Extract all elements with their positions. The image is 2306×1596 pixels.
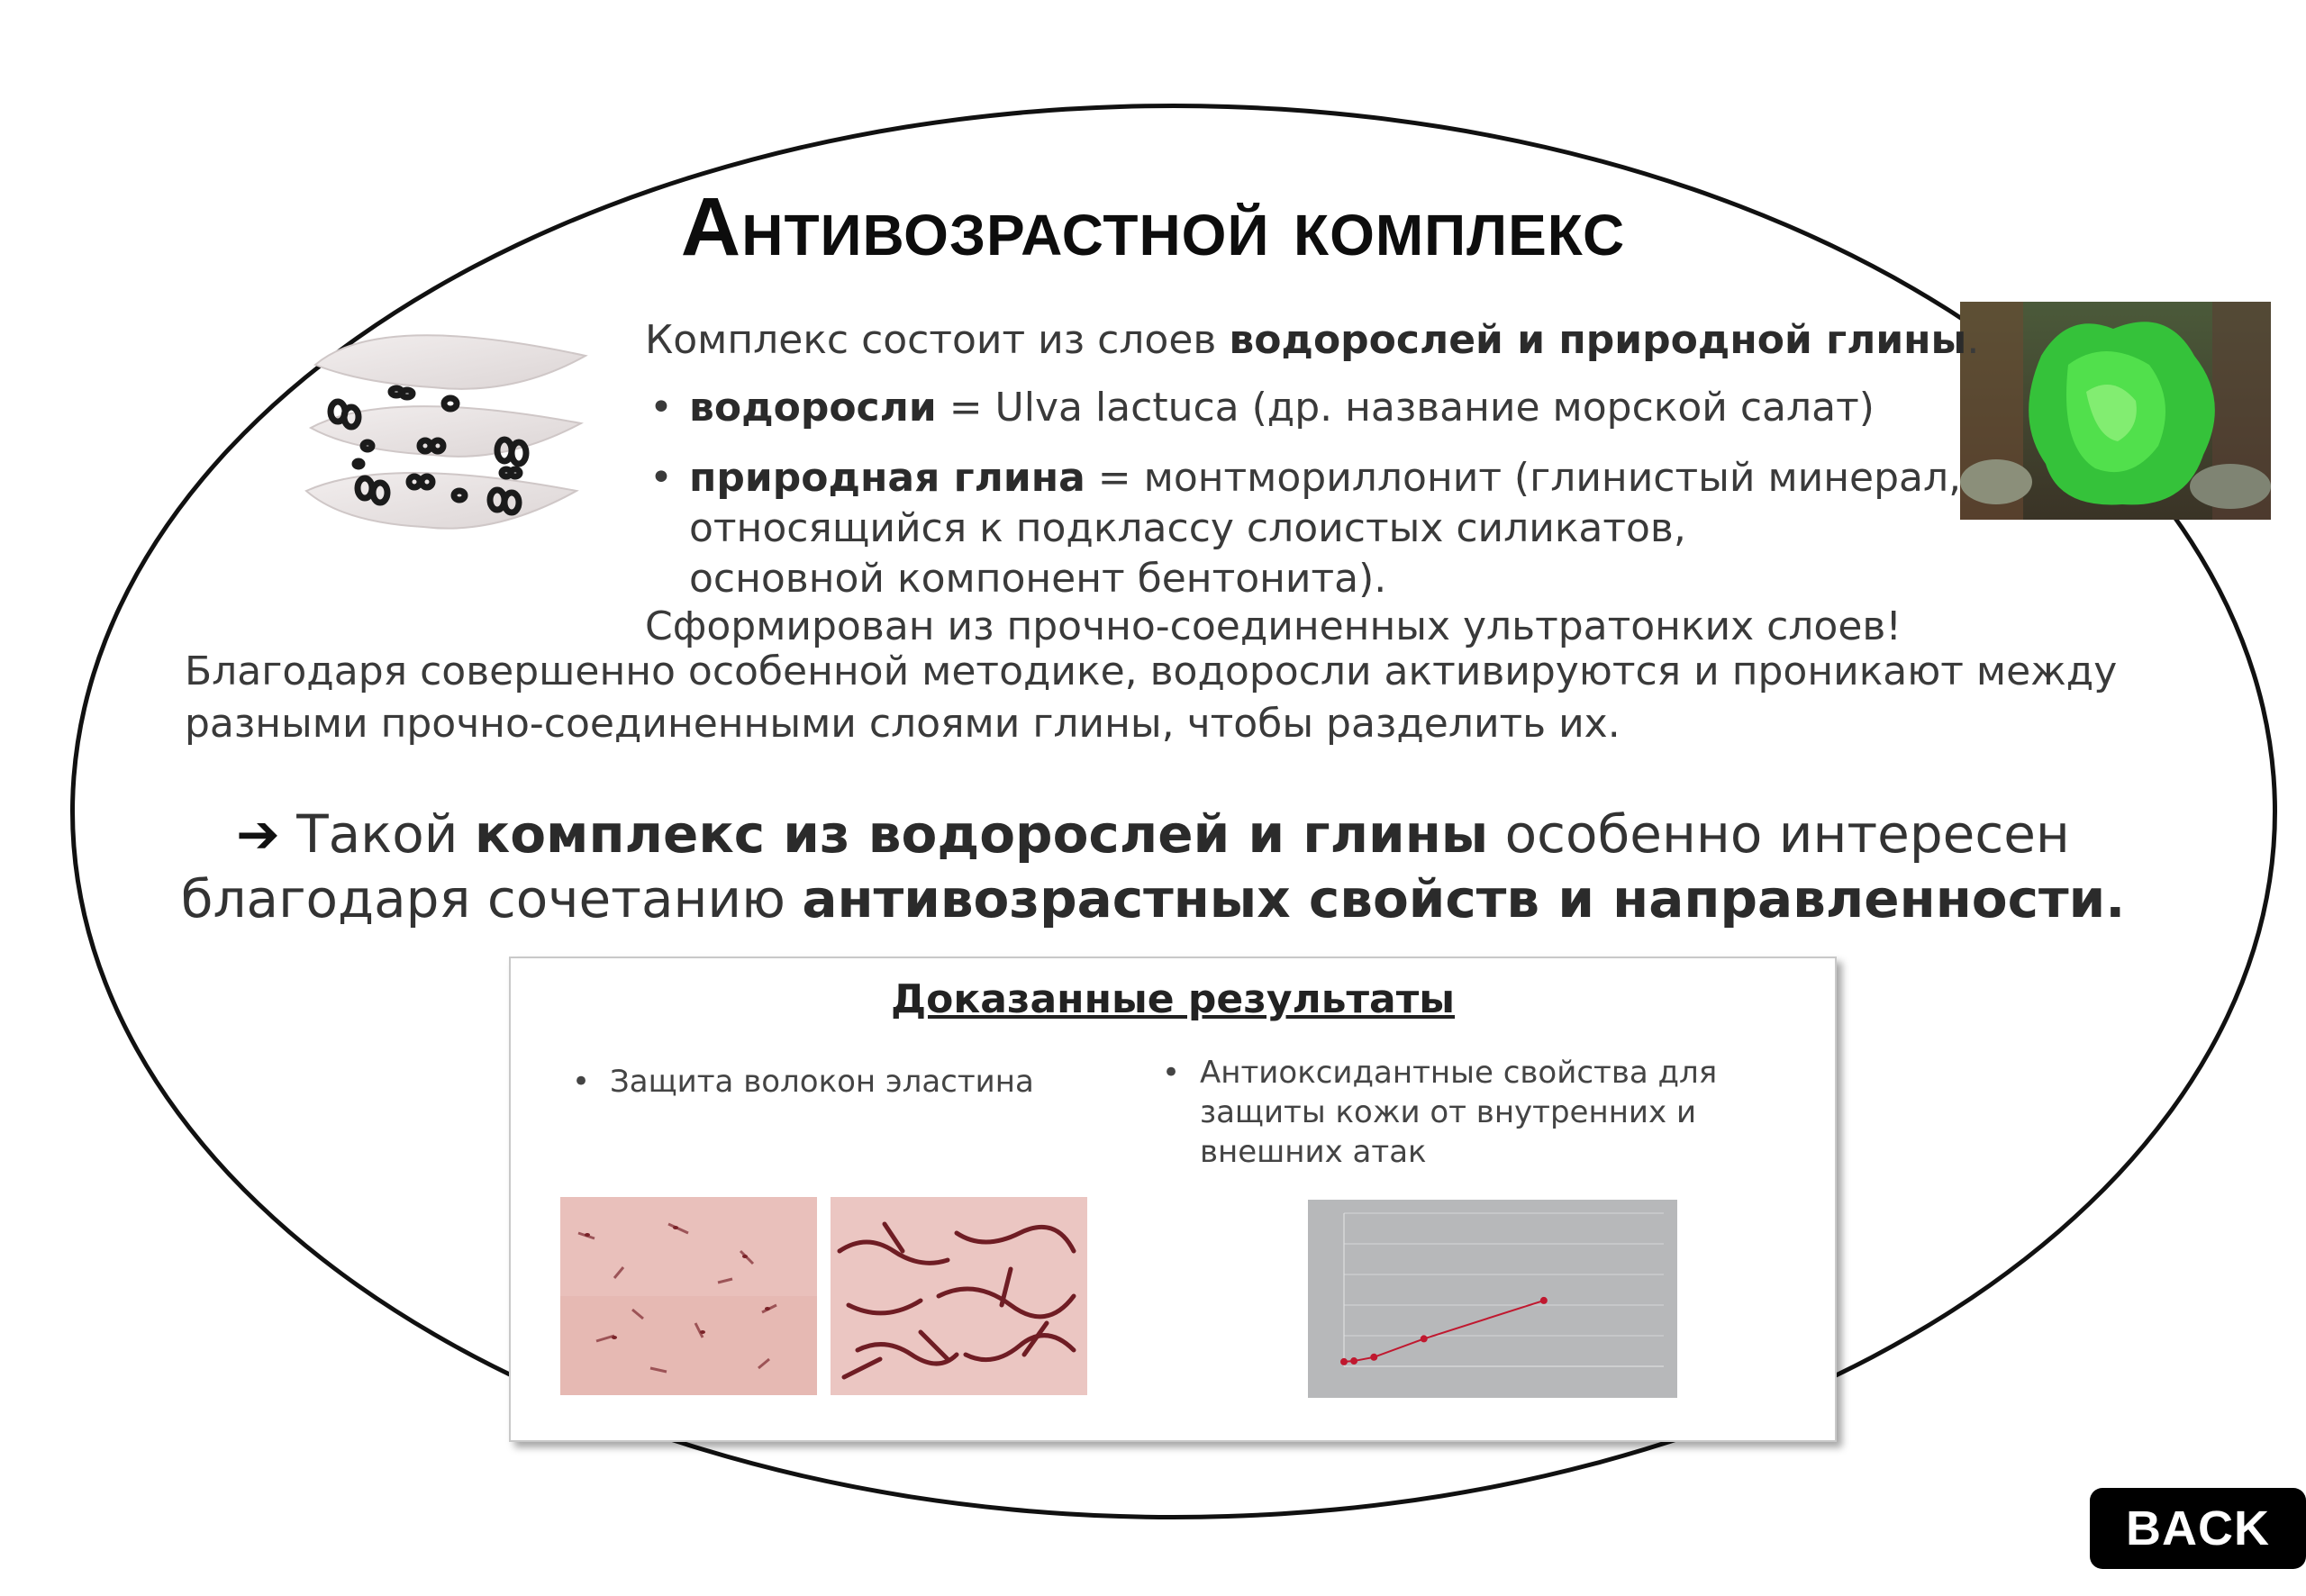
intro-bold: водорослей и природной глины <box>1229 317 1967 363</box>
micrograph-control <box>560 1197 817 1395</box>
chart-point <box>1540 1297 1548 1304</box>
result-antioxidant-line-2: защиты кожи от внутренних и <box>1200 1094 1697 1130</box>
conclusion-text-1: Такой <box>279 803 475 865</box>
bullet-dot: • <box>649 455 673 501</box>
bullet-algae <box>649 383 1875 433</box>
chart-point <box>1370 1354 1377 1361</box>
bullet-algae-text: = Ulva lactuca (др. название морской салат) <box>936 385 1875 431</box>
intro-line <box>645 313 1979 367</box>
bullet-dot: • <box>1162 1055 1181 1091</box>
intro-text: Комплекс состоит из слоев <box>645 317 1230 363</box>
conclusion <box>0 802 2306 931</box>
arrow-icon: ➔ <box>236 803 280 865</box>
chart-point <box>1340 1358 1348 1365</box>
result-elastin-text: Защита волокон эластина <box>610 1064 1034 1100</box>
intro-period: . <box>1966 317 1980 363</box>
conclusion-text-3: благодаря сочетанию <box>180 868 803 929</box>
bullet-dot: • <box>572 1064 591 1100</box>
formed-text: Сформирован из прочно-соединенных ультратонких слоев! <box>645 603 1902 649</box>
results-title: Доказанные результаты <box>890 976 1456 1022</box>
back-button[interactable]: BACK <box>2090 1488 2306 1569</box>
bullet-algae-term: водоросли <box>689 385 937 431</box>
conclusion-bold-1: комплекс из водорослей и глины <box>474 803 1489 865</box>
result-elastin <box>572 1062 1034 1102</box>
bullet-clay-term: природная глина <box>689 455 1085 501</box>
conclusion-bold-2: антивозрастных свойств и направленности. <box>802 868 2126 929</box>
result-antioxidant-line-3: внешних атак <box>1200 1134 1427 1170</box>
bullet-clay-text: = монтмориллонит (глинистый минерал, <box>1085 455 1962 501</box>
chart-point <box>1421 1335 1428 1342</box>
layers-illustration <box>297 311 595 536</box>
results-box <box>509 957 1837 1442</box>
bullet-clay <box>649 453 1962 604</box>
method-line-1: Благодаря совершенно особенной методике, водоросли активируются и проникают между <box>185 648 2118 694</box>
method-line-2: разными прочно-соединенными слоями глины, чтобы разделить их. <box>185 701 1621 747</box>
bullet-dot: • <box>649 385 673 431</box>
result-antioxidant-line-1: Антиоксидантные свойства для <box>1200 1055 1718 1091</box>
page-title: Антивозрастной комплекс <box>680 181 1626 273</box>
conclusion-text-2: особенно интересен <box>1488 803 2070 865</box>
method-paragraph <box>185 646 2117 750</box>
bullet-clay-text-3: основной компонент бентонита). <box>689 556 1387 602</box>
chart-point <box>1350 1357 1357 1365</box>
algae-photo <box>1960 302 2271 520</box>
result-antioxidant <box>1162 1053 1718 1172</box>
bullet-clay-text-2: относящийся к подклассу слоистых силикатов, <box>689 505 1686 551</box>
antioxidant-chart <box>1308 1200 1677 1398</box>
chart-background <box>1308 1200 1677 1398</box>
micrograph-treated <box>831 1197 1087 1395</box>
